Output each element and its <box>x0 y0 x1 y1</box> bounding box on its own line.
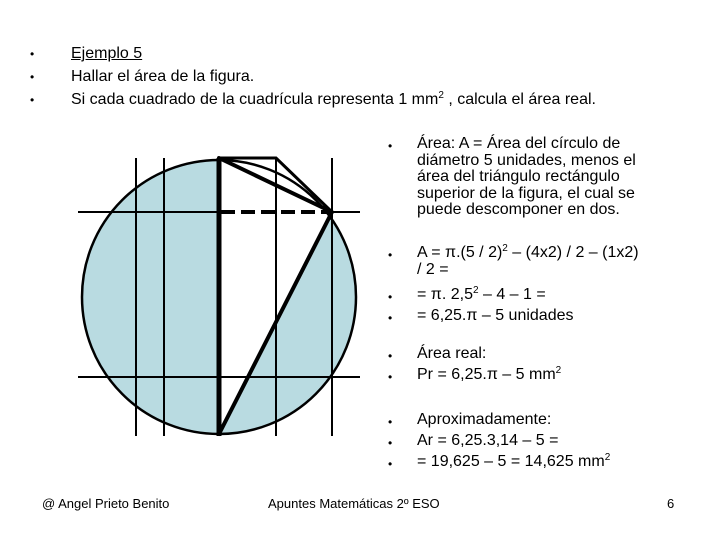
page-number: 6 <box>667 496 675 511</box>
solution-item <box>388 454 708 475</box>
footer-author: @ Angel Prieto Benito <box>42 496 170 511</box>
bullet: • <box>30 93 35 107</box>
bullet: • <box>388 248 393 262</box>
bullet: • <box>388 370 393 384</box>
real-area-list <box>388 346 708 388</box>
approx-list <box>388 412 708 475</box>
problem-question: Si cada cuadrado de la cuadrícula representa 1 $mm^2$ , calcula el área real. <box>71 90 596 108</box>
solution-item <box>388 287 708 308</box>
bullet: • <box>388 139 393 153</box>
approx-label: Aproximadamente: <box>417 411 552 428</box>
bullet: • <box>30 70 35 84</box>
solution-item <box>388 412 708 433</box>
area-formula: A = π.(5 / 2)$^2$ – (4x2) / 2 – (1x2) / 2 = <box>417 243 639 278</box>
bullet: • <box>388 349 393 363</box>
area-result: = 6,25.π – 5 unidades <box>417 307 574 324</box>
footer-course: Apuntes Matemáticas 2º ESO <box>268 496 440 511</box>
solution-item <box>388 245 708 287</box>
bullet: • <box>388 415 393 429</box>
area-definition: Área: A = Área del círculo de diámetro 5 unidades, menos el área del triángulo rectángulo superior de la figura, el cual se puede descomponer en dos. <box>417 135 636 218</box>
example-title: Ejemplo 5 <box>71 45 143 62</box>
solution-item <box>388 136 708 245</box>
solution-item <box>388 346 708 367</box>
area-step2: = π. $2,5^2 - 4 - 1$ = <box>417 285 546 303</box>
bullet: • <box>388 457 393 471</box>
solution-item <box>388 433 708 454</box>
solution-item <box>388 367 708 388</box>
approx-result: = 19,625 – 5 = 14,625 $mm^2$ <box>417 452 611 470</box>
problem-statement: Hallar el área de la figura. <box>71 68 255 85</box>
bullet: • <box>30 47 35 61</box>
bullet: • <box>388 290 393 304</box>
bullet: • <box>388 311 393 325</box>
bullet: • <box>388 436 393 450</box>
solution-item <box>388 308 708 329</box>
approx-formula: Ar = 6,25.3,14 – 5 = <box>417 432 559 449</box>
solution-area-list <box>388 136 708 329</box>
real-area-formula: Pr = 6,25.π – 5 $mm^2$ <box>417 365 562 383</box>
real-area-label: Área real: <box>417 345 487 362</box>
